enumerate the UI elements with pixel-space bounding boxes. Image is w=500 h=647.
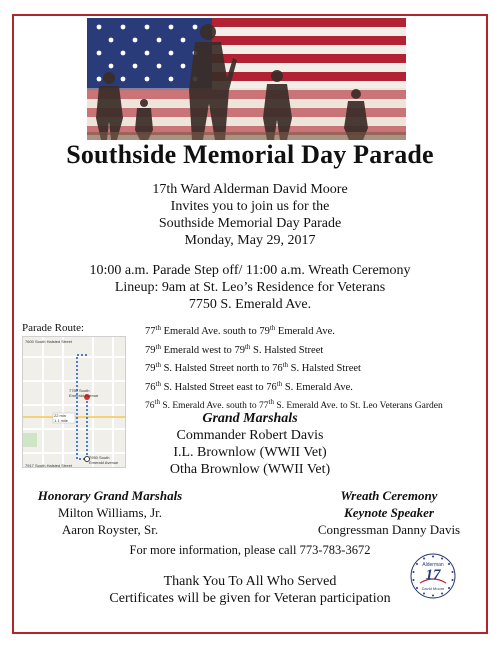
grand-marshals: [0, 410, 500, 478]
certificates-line: Certificates will be given for Veteran participation: [109, 591, 391, 606]
honorary-name: Aaron Royster, Sr.: [61, 522, 159, 537]
map-walk-time: 22 min 1.1 mile: [54, 413, 69, 423]
honorary-grand-marshals: [25, 487, 195, 538]
map-top-street: 7600 South Halsted Street: [25, 339, 72, 344]
ward-seal-logo: [410, 553, 456, 599]
honorary-name: Milton Williams, Jr.: [58, 505, 162, 520]
keynote-name: Congressman Danny Davis: [317, 522, 461, 537]
wreath-ceremony: [305, 487, 473, 538]
map-end-label: 7950 South Emerald Avenue: [89, 455, 119, 465]
hero-banner: [87, 18, 406, 140]
route-step: 79th Emerald west to 79th S. Halsted Street: [145, 342, 324, 356]
invitation-block: [0, 181, 500, 249]
route-step: 76th S. Halsted Street east to 76th S. Emerald Ave.: [145, 379, 353, 393]
intro-date: Monday, May 29, 2017: [184, 233, 316, 248]
intro-line: Southside Memorial Day Parade: [158, 216, 342, 231]
grand-marshal-name: I.L. Brownlow (WWII Vet): [173, 445, 327, 460]
route-steps: [145, 321, 443, 414]
grand-marshal-name: Otha Brownlow (WWII Vet): [169, 462, 331, 477]
seal-number: 17: [425, 567, 441, 583]
schedule-time: 10:00 a.m. Parade Step off/ 11:00 a.m. Wreath Ceremony: [89, 263, 411, 278]
schedule-block: [0, 262, 500, 313]
route-step: 76th S. Emerald Ave. south to 77th S. Emerald Ave. to St. Leo Veterans Garden: [145, 398, 443, 411]
schedule-address: 7750 S. Emerald Ave.: [188, 297, 312, 312]
map-start-label: 7750 South Emerald Avenue: [69, 388, 99, 398]
flag-soldiers-image: [87, 18, 406, 140]
thanks-line: Thank You To All Who Served: [163, 574, 337, 589]
schedule-lineup: Lineup: 9am at St. Leo’s Residence for Veterans: [114, 280, 386, 295]
keynote-heading: Keynote Speaker: [344, 505, 434, 520]
grand-marshals-heading: Grand Marshals: [202, 411, 298, 426]
seal-top-text: Alderman: [422, 562, 444, 568]
contact-info: For more information, please call 773-783-3672: [129, 543, 371, 557]
wreath-heading: Wreath Ceremony: [340, 488, 438, 503]
intro-line: 17th Ward Alderman David Moore: [152, 182, 348, 197]
seal-bottom-text: David Moore: [421, 586, 445, 591]
intro-line: Invites you to join us for the: [170, 199, 330, 214]
honorary-heading: Honorary Grand Marshals: [37, 488, 183, 503]
page-title: Southside Memorial Day Parade: [66, 140, 434, 169]
route-label: Parade Route:: [22, 322, 85, 334]
map-bottom-street: 7917 South Halsted Street: [25, 463, 72, 468]
grand-marshal-name: Commander Robert Davis: [176, 428, 324, 443]
route-step: 79th S. Halsted Street north to 76th S. Halsted Street: [145, 361, 361, 374]
route-step: 77th Emerald Ave. south to 79th Emerald Ave.: [145, 324, 335, 337]
